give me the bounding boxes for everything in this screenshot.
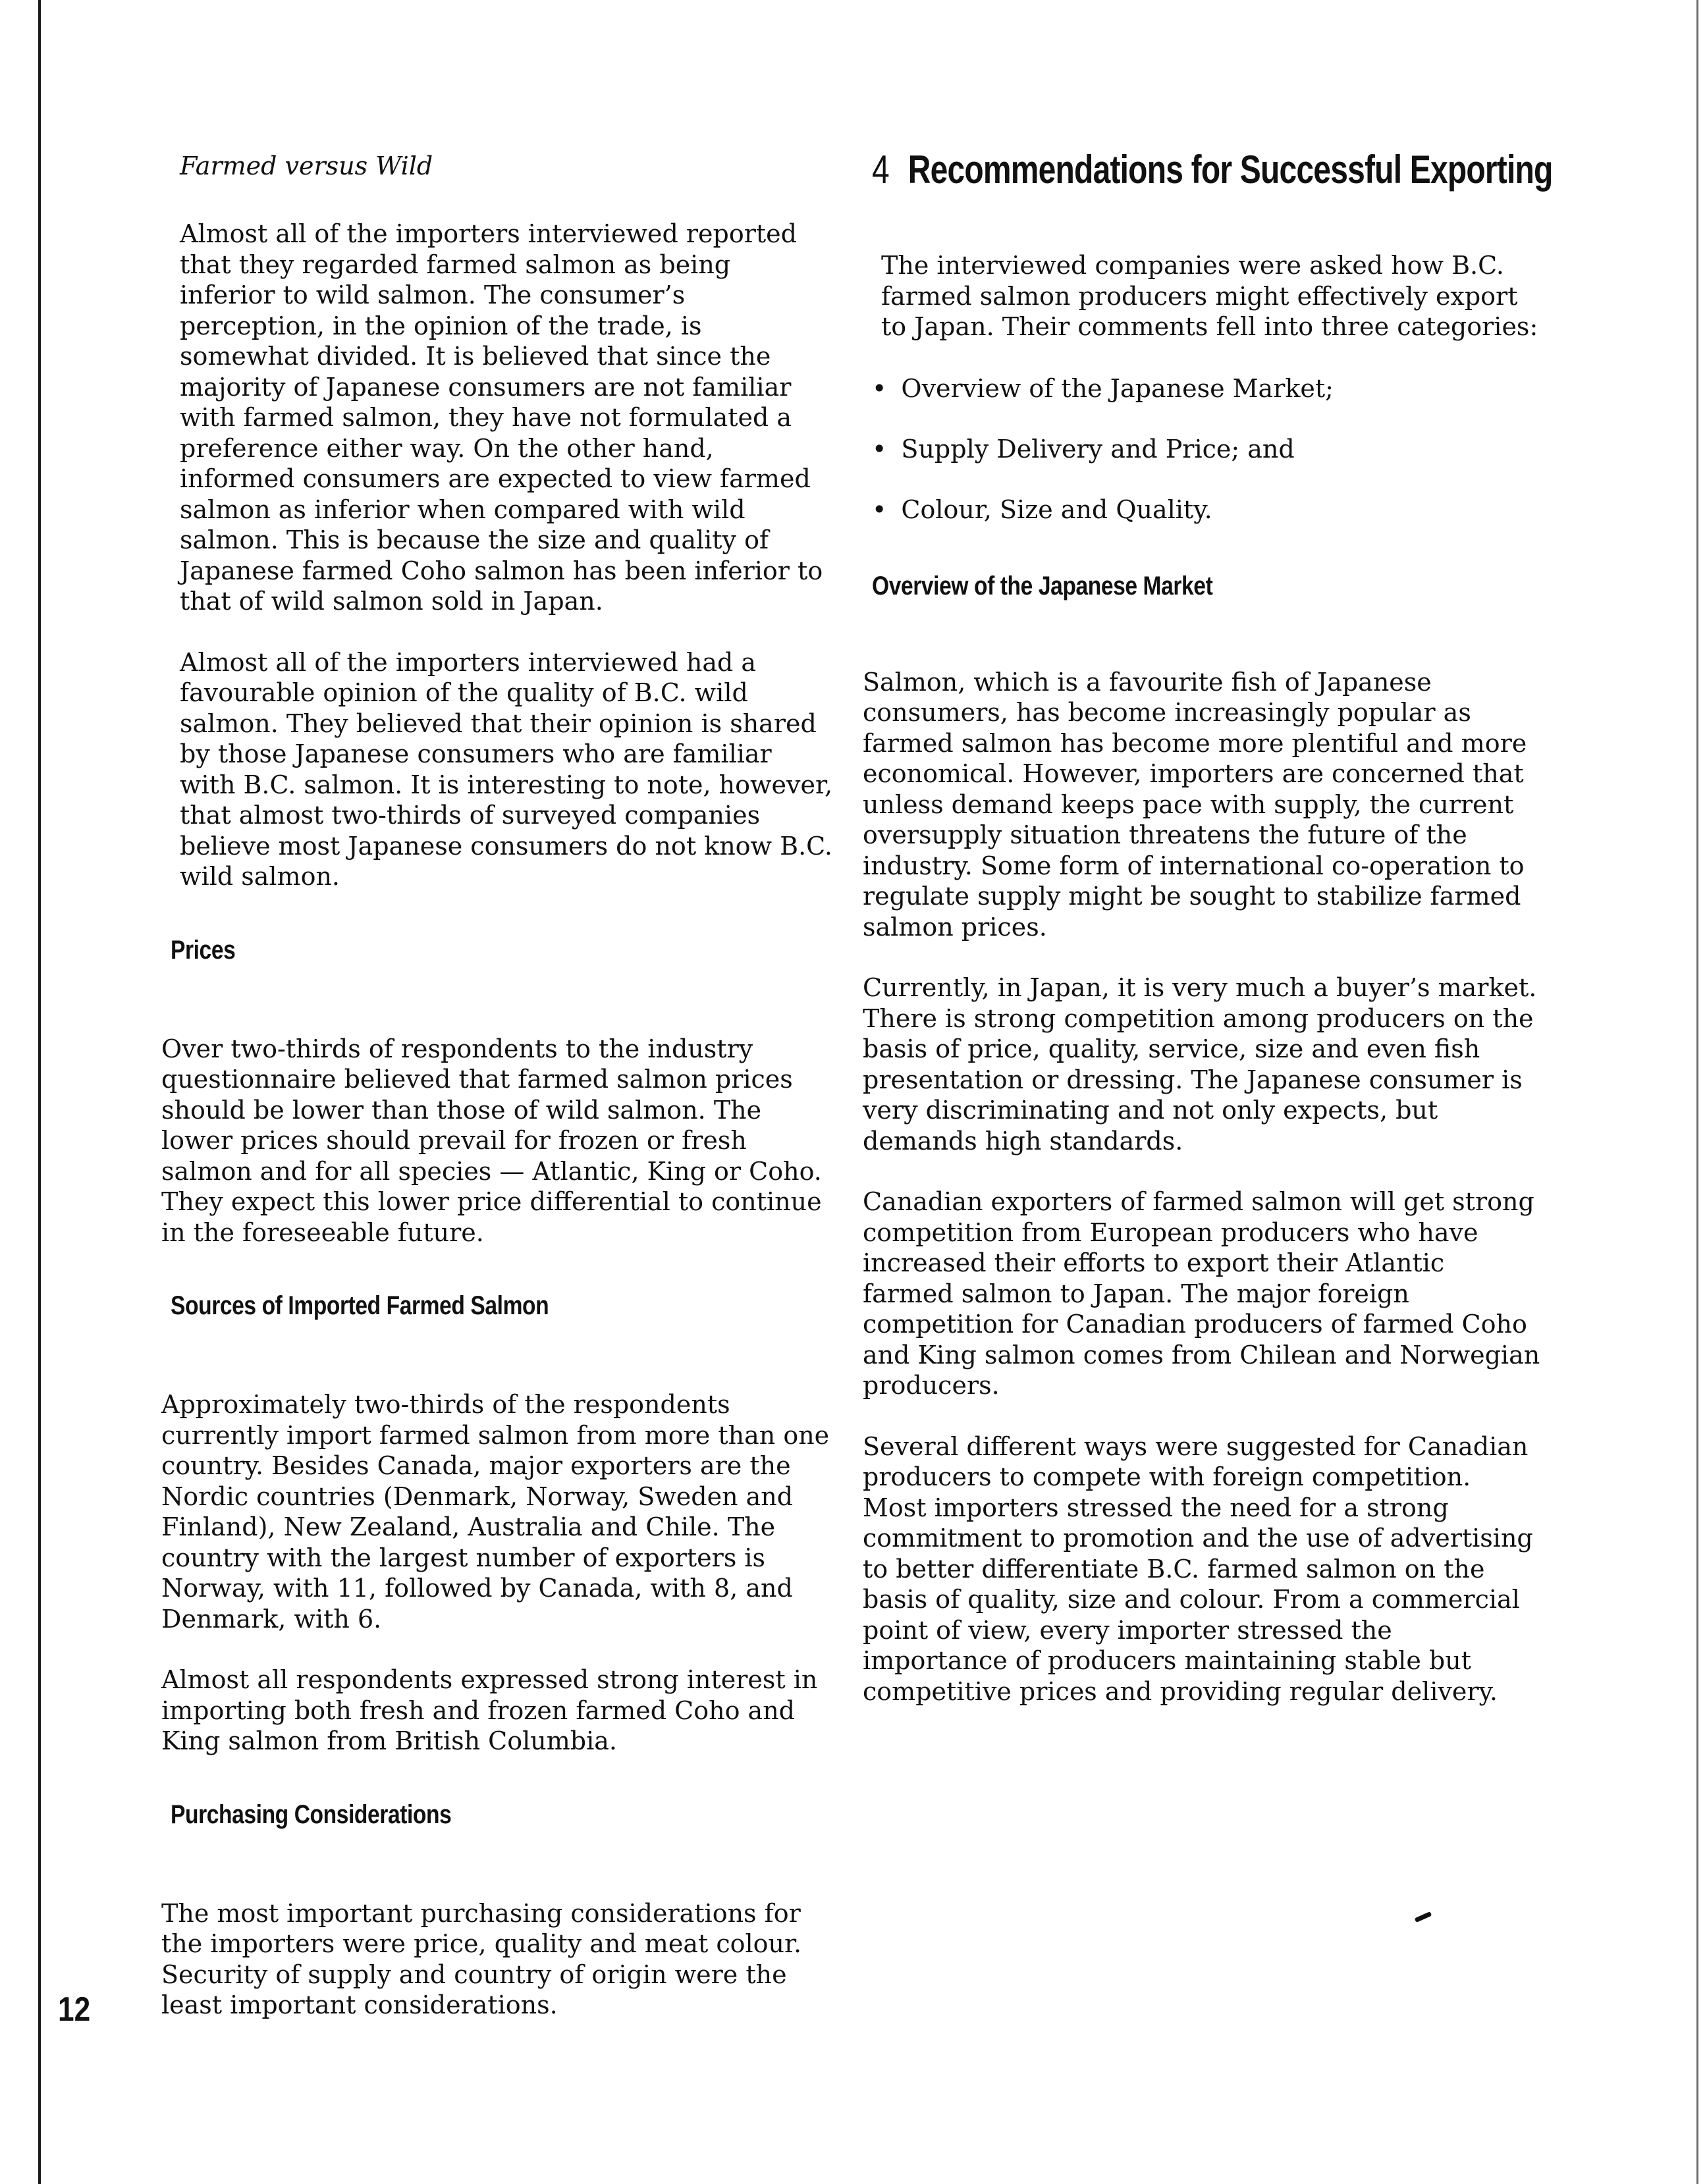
section-heading-sources: Sources of Imported Farmed Salmon [171,1291,549,1320]
chapter-title-text: Recommendations for Successful Exporting [908,147,1553,192]
paragraph: Salmon, which is a favourite fish of Japanese consumers, has become increasingly popular as farmed salmon has become more plentiful and more economical. However, importers are concerned that unless demand keeps pace with supply, the current oversupply situation threatens the future of the industry. Some form of international co-operation to regulate supply might be sought to stabilize farmed salmon prices. [863,667,1527,942]
left-margin-rule [38,0,41,2184]
bullet-icon: • [872,373,887,403]
paragraph: Over two-thirds of respondents to the industry questionnaire believed that farmed salmon prices should be lower than those of wild salmon. The lower prices should prevail for frozen or fresh salmon and for all species — Atlantic, King or Coho. They expect this lower price differential to continue in the foreseeable future. [161,1034,822,1247]
section-heading-overview: Overview of the Japanese Market [872,571,1213,600]
paragraph: Several different ways were suggested for Canadian producers to compete with foreign competition. Most importers stressed the need for a strong commitment to promotion and the use of advertising to better differentiate B.C. farmed salmon on the basis of quality, size and colour. From a commercial point of view, every importer stressed the importance of producers maintaining stable but competitive prices and providing regular delivery. [863,1431,1533,1706]
paragraph: Canadian exporters of farmed salmon will get strong competition from European producers who have increased their efforts to export their Atlantic farmed salmon to Japan. The major foreign competition for Canadian producers of farmed Coho and King salmon comes from Chilean and Norwegian producers. [863,1187,1540,1400]
right-margin-rule [1696,0,1698,2184]
page-number: 12 [58,1990,91,2029]
paragraph: Approximately two-thirds of the respondents currently import farmed salmon from more than one country. Besides Canada, major exporters are the Nordic countries (Denmark, Norway, Sweden and Finland), New Zealand, Australia and Chile. The country with the largest number of exporters is Norway, with 11, followed by Canada, with 8, and Denmark, with 6. [161,1390,830,1634]
paragraph: Currently, in Japan, it is very much a buyer’s market. There is strong competition among producers on the basis of price, quality, service, size and even fish presentation or dressing. The Japanese consumer is very discriminating and not only expects, but demands high standards. [863,973,1537,1156]
paragraph: The interviewed companies were asked how B.C. farmed salmon producers might effectively export to Japan. Their comments fell into three categories: [881,251,1538,341]
paragraph: Almost all of the importers interviewed reported that they regarded farmed salmon as being inferior to wild salmon. The consumer’s perception, in the opinion of the trade, is somewhat divided. It is believed that since the majority of Japanese consumers are not familiar with farmed salmon, they have not formulated a preference either way. On the other hand, informed consumers are expected to view farmed salmon as inferior when compared with wild salmon. This is because the size and quality of Japanese farmed Coho salmon has been inferior to that of wild salmon sold in Japan. [180,219,823,616]
left-column [161,150,833,2051]
list-item: • Colour, Size and Quality. [872,494,1212,524]
list-item: • Overview of the Japanese Market; [872,373,1334,403]
stray-pen-mark [1415,1911,1432,1923]
list-item: • Supply Delivery and Price; and [872,434,1295,464]
bullet-icon: • [872,494,887,524]
chapter-number: 4 [872,147,889,192]
category-list [872,373,1541,525]
right-column [863,147,1553,1737]
paragraph: Almost all of the importers interviewed had a favourable opinion of the quality of B.C. wild salmon. They believed that their opinion is shared by those Japanese consumers who are familiar with B.C. salmon. It is interesting to note, however, that almost two-thirds of surveyed companies believe most Japanese consumers do not know B.C. wild salmon. [180,647,833,891]
paragraph: The most important purchasing considerations for the importers were price, quality and meat colour. Security of supply and country of origin were the least important considerations. [161,1898,802,2019]
paragraph: Almost all respondents expressed strong interest in importing both fresh and frozen farmed Coho and King salmon from British Columbia. [161,1665,818,1755]
section-heading-purchasing: Purchasing Considerations [171,1799,452,1829]
kicker-farmed-versus-wild: Farmed versus Wild [180,151,433,180]
chapter-title [872,145,1553,195]
section-heading-prices: Prices [171,935,236,965]
bullet-icon: • [872,434,887,464]
